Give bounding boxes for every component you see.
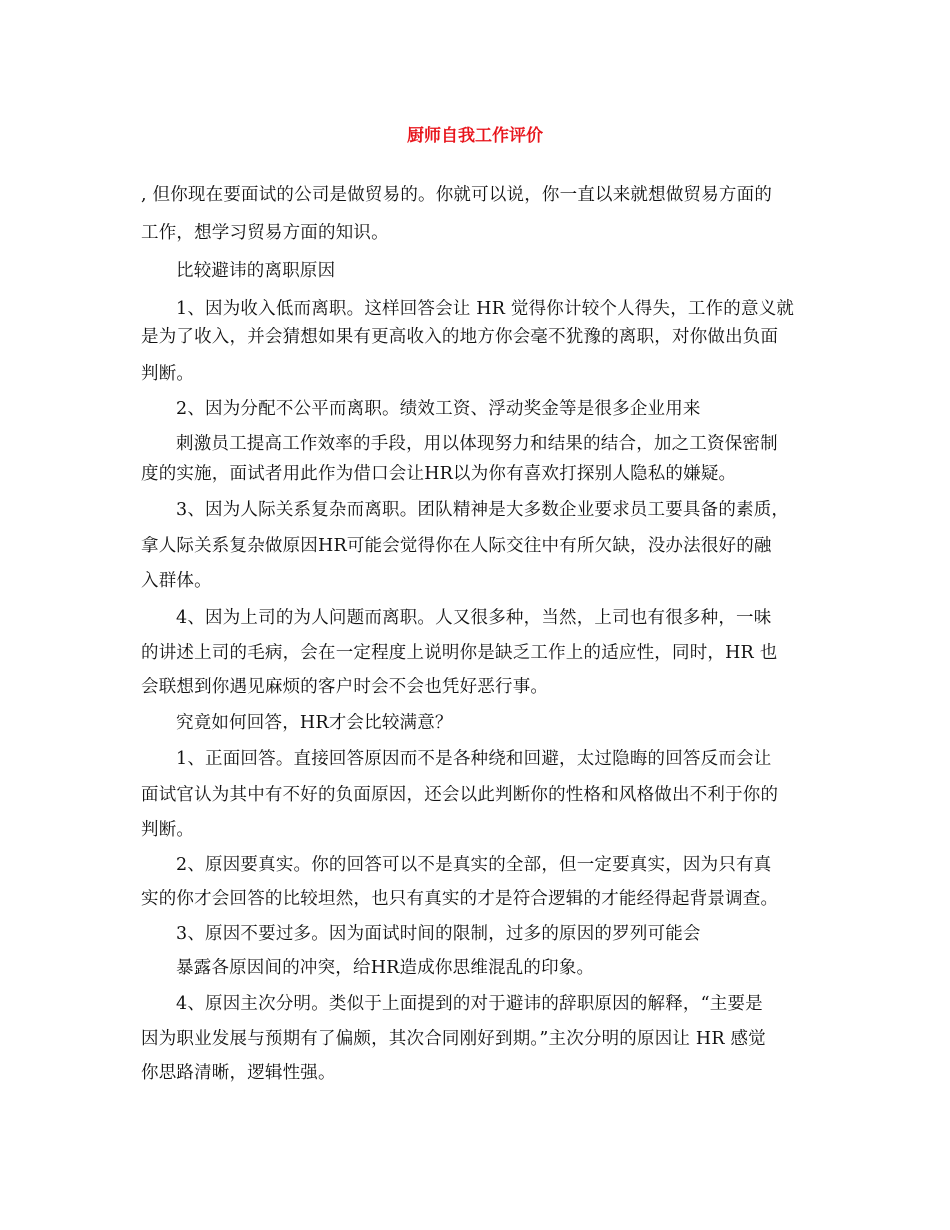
paragraph-line: 因为职业发展与预期有了偏颇，其次合同刚好到期。”主次分明的原因让 HR 感觉 — [141, 1029, 766, 1049]
paragraph-line: 面试官认为其中有不好的负面原因，还会以此判断你的性格和风格做出不利于你的 — [141, 785, 779, 805]
paragraph-line: 拿人际关系复杂做原因HR可能会觉得你在人际交往中有所欠缺，没办法很好的融 — [141, 536, 772, 556]
paragraph-line: 4、因为上司的为人问题而离职。人又很多种，当然，上司也有很多种，一味 — [176, 608, 772, 628]
paragraph-line: 工作，想学习贸易方面的知识。 — [141, 223, 389, 243]
paragraph-line: 1、因为收入低而离职。这样回答会让 HR 觉得你计较个人得失，工作的意义就 — [176, 299, 795, 319]
section-heading: 究竟如何回答，HR才会比较满意？ — [176, 713, 453, 733]
paragraph-line: 判断。 — [141, 820, 195, 840]
paragraph-line: 度的实施，面试者用此作为借口会让HR以为你有喜欢打探别人隐私的嫌疑。 — [141, 464, 737, 484]
paragraph-line: 实的你才会回答的比较坦然，也只有真实的才是符合逻辑的才能经得起背景调查。 — [141, 889, 779, 909]
section-heading: 比较避讳的离职原因 — [176, 261, 336, 281]
paragraph-line: 刺激员工提高工作效率的手段，用以体现努力和结果的结合，加之工资保密制 — [176, 434, 778, 454]
paragraph-line: 入群体。 — [141, 571, 212, 591]
paragraph-line: 你思路清晰，逻辑性强。 — [141, 1063, 336, 1083]
paragraph-line: 3、因为人际关系复杂而离职。团队精神是大多数企业要求员工要具备的素质， — [176, 500, 790, 520]
paragraph-line: 是为了收入，并会猜想如果有更高收入的地方你会毫不犹豫的离职，对你做出负面 — [141, 327, 779, 347]
paragraph-line: 的讲述上司的毛病，会在一定程度上说明你是缺乏工作上的适应性，同时，HR 也 — [141, 643, 778, 663]
paragraph-line: 判断。 — [141, 364, 195, 384]
document-title: 厨师自我工作评价 — [407, 126, 543, 146]
paragraph-line: 1、正面回答。直接回答原因而不是各种绕和回避，太过隐晦的回答反而会让 — [176, 749, 772, 769]
paragraph-line: 会联想到你遇见麻烦的客户时会不会也凭好恶行事。 — [141, 677, 549, 697]
paragraph-line: 2、原因要真实。你的回答可以不是真实的全部，但一定要真实，因为只有真 — [176, 855, 772, 875]
paragraph-line: 2、因为分配不公平而离职。绩效工资、浮动奖金等是很多企业用来 — [176, 399, 701, 419]
paragraph-line: 3、原因不要过多。因为面试时间的限制，过多的原因的罗列可能会 — [176, 924, 701, 944]
paragraph-line: , 但你现在要面试的公司是做贸易的。你就可以说，你一直以来就想做贸易方面的 — [141, 185, 773, 205]
paragraph-line: 暴露各原因间的冲突，给HR造成你思维混乱的印象。 — [176, 958, 595, 978]
paragraph-line: 4、原因主次分明。类似于上面提到的对于避讳的辞职原因的解释，“主要是 — [176, 994, 763, 1014]
